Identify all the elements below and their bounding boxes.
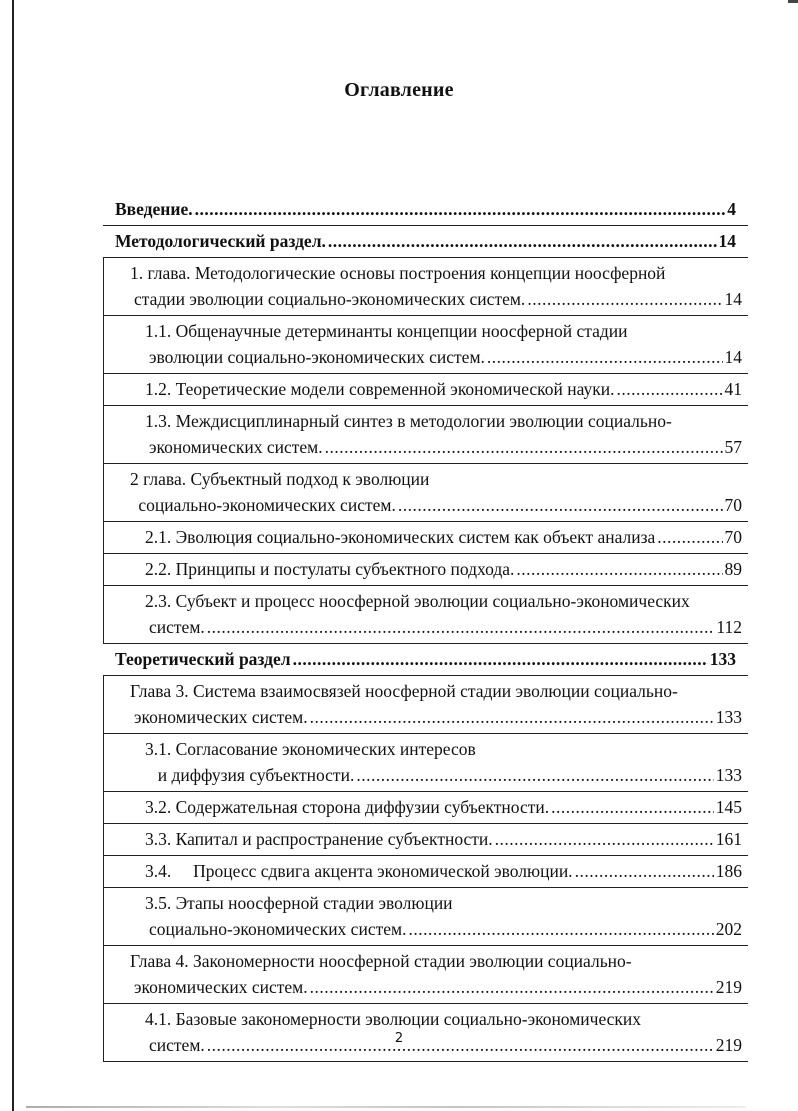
toc-entry-leader-line: [145, 434, 742, 460]
toc-page-number: 112: [716, 617, 742, 637]
toc-entry[interactable]: [103, 824, 748, 856]
toc-entry[interactable]: [103, 194, 748, 226]
toc-entry-text: Глава 3. Система взаимосвязей ноосферной стадии эволюции социально-: [130, 681, 678, 701]
toc-entry-text: 1.2. Теоретические модели современной экономической науки.: [145, 379, 615, 399]
toc-page-number: 41: [724, 379, 742, 399]
toc-entry-text: стадии эволюции социально-экономических систем.: [134, 289, 526, 309]
toc-entry-leader-line: [115, 646, 736, 672]
toc-page-number: 14: [724, 347, 742, 367]
page-title: Оглавление: [344, 79, 454, 101]
toc-entry-leader-line: [130, 492, 742, 518]
dot-leader: [310, 974, 714, 1000]
scan-mark-top-right: [788, 0, 798, 3]
toc-entry[interactable]: [103, 258, 748, 316]
dot-leader: [487, 344, 723, 370]
toc-entry-text: эволюции социально-экономических систем.: [149, 347, 485, 367]
toc-page-number: 161: [715, 829, 742, 849]
toc-entry-text: Теоретический раздел: [115, 649, 291, 669]
toc-entry-text: Введение.: [115, 199, 193, 219]
toc-entry[interactable]: [103, 316, 748, 374]
toc-entry[interactable]: [103, 888, 748, 946]
toc-entry-leader-line: [115, 228, 736, 254]
toc-page-number: 14: [724, 289, 742, 309]
toc-entry[interactable]: [103, 554, 748, 586]
dot-leader: [408, 916, 713, 942]
toc-entry-leader-line: [145, 556, 742, 582]
dot-leader: [398, 492, 723, 518]
dot-leader: [293, 646, 708, 672]
toc-page-number: 57: [724, 437, 742, 457]
toc-entry[interactable]: [103, 586, 748, 644]
dot-leader: [310, 704, 714, 730]
toc-entry-leader-line: [145, 858, 742, 884]
dot-leader: [207, 614, 715, 640]
toc-entry-leader-line: [145, 826, 742, 852]
dot-leader: [325, 434, 723, 460]
dot-leader: [617, 376, 723, 402]
toc-entry-text: 3.5. Этапы ноосферной стадии эволюции: [145, 893, 453, 913]
toc-entry-text: 1.1. Общенаучные детерминанты концепции ноосферной стадии: [145, 321, 628, 341]
toc-page-number: 70: [724, 495, 742, 515]
toc-entry[interactable]: [103, 856, 748, 888]
toc-entry-leader-line: [145, 524, 742, 550]
toc-entry[interactable]: [103, 374, 748, 406]
dot-leader: [328, 228, 717, 254]
toc-entry-leader-line: [115, 196, 736, 222]
toc-entry-text: систем.: [149, 1035, 205, 1055]
toc-page-number: 145: [715, 797, 742, 817]
toc-entry-text: экономических систем.: [149, 437, 323, 457]
toc-entry-text: Методологический раздел.: [115, 231, 326, 251]
toc-entry-leader-line: [145, 376, 742, 402]
toc-entry-text: 3.2. Содержательная сторона диффузии субъектности.: [145, 797, 550, 817]
toc-entry-text: систем.: [149, 617, 205, 637]
dot-leader: [657, 524, 722, 550]
toc-entry-text: Глава 4. Закономерности ноосферной стадии эволюции социально-: [130, 951, 632, 971]
toc-entry-text: 4.1. Базовые закономерности эволюции социально-экономических: [145, 1009, 642, 1029]
toc-page-number: 133: [715, 707, 742, 727]
toc-entry-leader-line: [130, 704, 742, 730]
toc-page-number: 219: [715, 977, 742, 997]
dot-leader: [356, 762, 713, 788]
toc-entry-text: 3.1. Согласование экономических интересов: [145, 739, 476, 759]
toc-page-number: 202: [715, 919, 742, 939]
dot-leader: [195, 196, 726, 222]
toc-entry-leader-line: [145, 794, 742, 820]
toc-page-number: 14: [718, 231, 736, 251]
toc-entry-text: 1.3. Междисциплинарный синтез в методологии эволюции социально-: [145, 411, 672, 431]
dot-leader: [495, 826, 714, 852]
toc-page-number: 133: [709, 649, 736, 669]
toc-entry-text: 1. глава. Методологические основы построения концепции ноосферной: [130, 263, 666, 283]
toc-entry-leader-line: [145, 916, 742, 942]
toc-entry-text: социально-экономических систем.: [149, 919, 407, 939]
toc-entry-text: экономических систем.: [134, 977, 308, 997]
dot-leader: [527, 286, 722, 312]
toc-entry[interactable]: [103, 676, 748, 734]
scan-edge-bottom: [26, 1106, 746, 1108]
toc-entry-text: и диффузия субъектности.: [149, 765, 355, 785]
toc-page-number: 133: [715, 765, 742, 785]
toc-entry-leader-line: [145, 344, 742, 370]
toc-page-number: 4: [727, 199, 736, 219]
toc-entry-text: 2.3. Субъект и процесс ноосферной эволюции социально-экономических: [145, 591, 690, 611]
toc-entry-text: социально-экономических систем.: [134, 495, 396, 515]
toc-entry-text: 3.4. Процесс сдвига акцента экономической эволюции.: [145, 861, 573, 881]
table-of-contents: [103, 194, 748, 1062]
dot-leader: [551, 794, 714, 820]
toc-entry[interactable]: [103, 792, 748, 824]
toc-entry-leader-line: [130, 974, 742, 1000]
toc-entry-text: 2.2. Принципы и постулаты субъектного подхода.: [145, 559, 515, 579]
toc-entry[interactable]: [103, 226, 748, 258]
toc-entry-text: 2 глава. Субъектный подход к эволюции: [130, 469, 430, 489]
toc-entry[interactable]: [103, 464, 748, 522]
toc-entry[interactable]: [103, 734, 748, 792]
toc-entry-text: экономических систем.: [134, 707, 308, 727]
toc-page-number: 186: [715, 861, 742, 881]
page-number: 2: [394, 1031, 404, 1046]
toc-entry[interactable]: [103, 406, 748, 464]
toc-page-number: 219: [715, 1035, 742, 1055]
toc-entry[interactable]: [103, 522, 748, 554]
toc-entry-leader-line: [145, 614, 742, 640]
toc-page-number: 89: [724, 559, 742, 579]
toc-entry-text: 3.3. Капитал и распространение субъектности.: [145, 829, 493, 849]
toc-entry[interactable]: [103, 946, 748, 1004]
toc-entry-text: 2.1. Эволюция социально-экономических систем как объект анализа: [145, 527, 656, 547]
dot-leader: [575, 858, 714, 884]
toc-entry[interactable]: [103, 644, 748, 676]
toc-page-number: 70: [724, 527, 742, 547]
scan-edge-left: [12, 0, 14, 1111]
toc-entry-leader-line: [130, 286, 742, 312]
toc-entry-leader-line: [145, 762, 742, 788]
dot-leader: [516, 556, 722, 582]
